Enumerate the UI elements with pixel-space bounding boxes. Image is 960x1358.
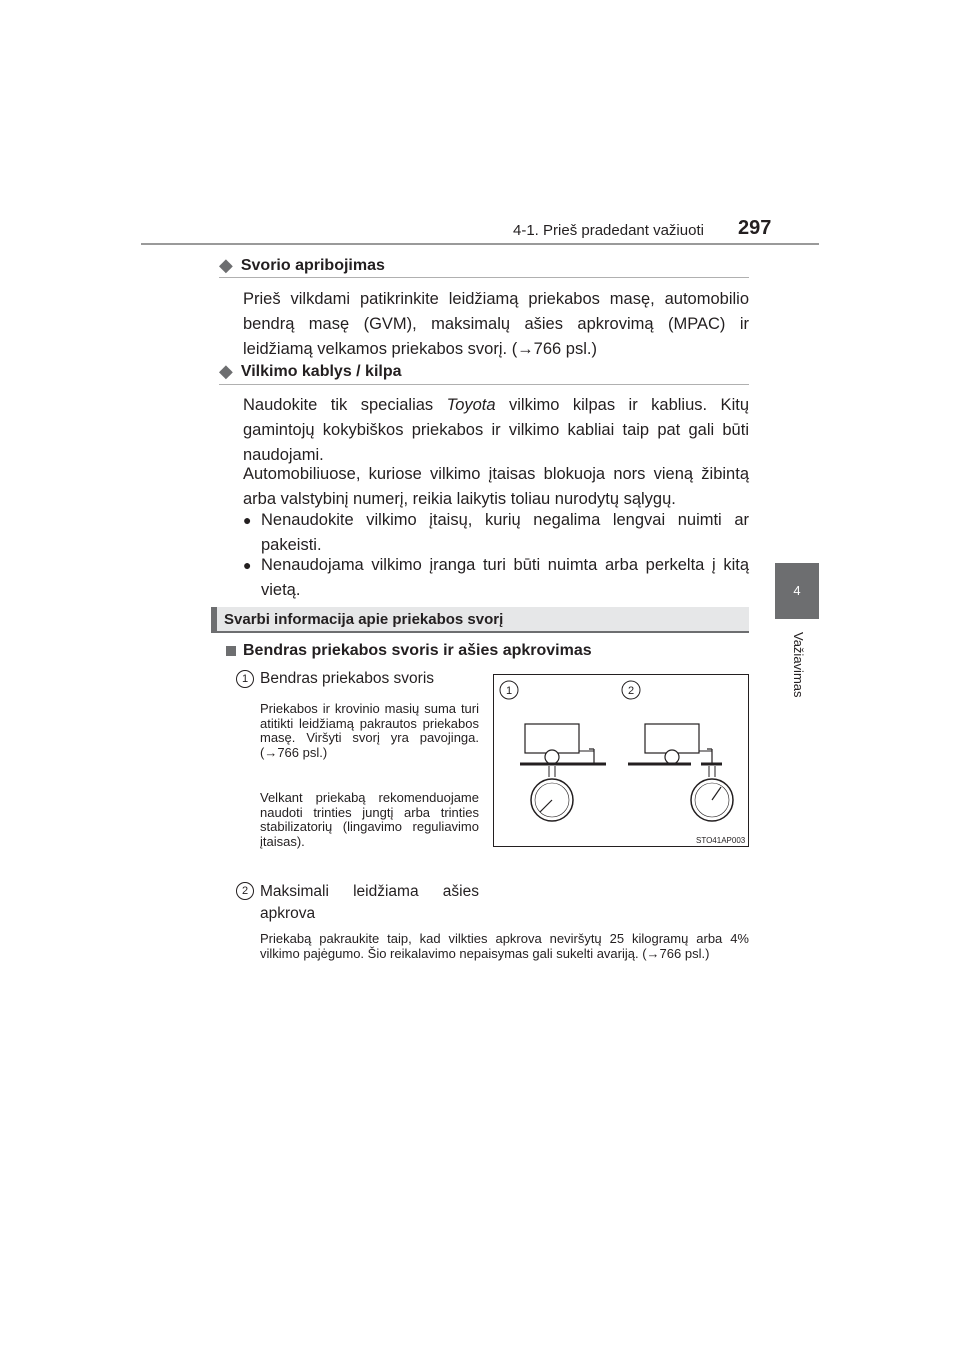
chapter-label: Važiavimas (791, 632, 806, 698)
hitch-paragraph-2: Automobiliuose, kuriose vilkimo įtaisas blokuoja nors vieną žibintą arba valstybinį numerį, reikia laikytis toliau nurodytų sąlygų. (243, 465, 749, 508)
weight-limit-title: Svorio apribojimas (240, 256, 385, 274)
bullet-item: ● Nenaudokite vilkimo įtaisų, kurių negalima lengvai nuimti ar pakeisti. (243, 508, 749, 558)
item-2-text: Priekabą pakraukite taip, kad vilkties apkrova neviršytų 25 kilogramų arba 4% vilkimo pajėgumo. Šio reikalavimo nepaisymas gali sukelti avariją. (→766 psl.) (260, 931, 749, 961)
hitch-rule (219, 384, 749, 385)
hitch-title: Vilkimo kablys / kilpa (240, 362, 402, 380)
trailer-weight-figure (493, 674, 749, 847)
bullet-icon: ● (243, 557, 252, 573)
figure-label-2: 2 (627, 685, 635, 697)
brand-name: Toyota (446, 396, 496, 414)
header-rule (141, 243, 819, 245)
section-title: 4-1. Prieš pradedant važiuoti (513, 222, 704, 239)
hitch-heading (219, 361, 402, 382)
square-bullet-icon (226, 646, 236, 656)
chapter-tab: 4 (775, 563, 819, 619)
trailer-scale-illustration (494, 675, 748, 846)
trailer-on-scale-icon (520, 724, 606, 821)
item-1-text-2: Velkant priekabą rekomenduojame naudoti trinties jungtį arba trinties stabilizatorių (lingavimo reguliavimo įtaisas). (260, 790, 479, 849)
hitch-paragraph-1: Naudokite tik specialias Toyota vilkimo kilpas ir kablius. Kitų gamintojų kokybiškos priekabos ir vilkimo kabliai taip pat gali būti naudojami. (243, 396, 749, 464)
bullet-item: ● Nenaudojama vilkimo įranga turi būti nuimta arba perkelta į kitą vietą. (243, 553, 749, 603)
bullet-icon: ● (243, 512, 252, 528)
page-number: 297 (738, 217, 772, 239)
figure-code: STO41AP003 (696, 836, 746, 845)
item-2-title: Maksimali leidžiama ašies apkrova (260, 883, 479, 922)
weight-limit-heading (219, 255, 385, 276)
item-1-title: Bendras priekabos svoris (260, 670, 435, 687)
section-bar-title: Svarbi informacija apie priekabos svorį (224, 611, 504, 628)
subsection-heading: Bendras priekabos svoris ir ašies apkrovimas (226, 642, 592, 660)
tongue-weight-scale-icon (628, 724, 733, 821)
figure-label-1: 1 (505, 685, 513, 697)
weight-limit-rule (219, 277, 749, 278)
item-1-text-1: Priekabos ir krovinio masių suma turi atitikti leidžiamą pakrautos priekabos masę. Viršyti svorį yra pavojinga. (→766 psl.) (260, 701, 479, 760)
weight-limit-text: Prieš vilkdami patikrinkite leidžiamą priekabos masę, automobilio bendrą masę (GVM), maksimalų ašies apkrovimą (MPAC) ir leidžiamą velkamos priekabos svorį. (→766 psl.) (243, 290, 749, 358)
item-number-2: 2 (236, 882, 254, 900)
item-number-1: 1 (236, 670, 254, 688)
diamond-icon: ◆ (219, 255, 233, 275)
diamond-icon: ◆ (219, 361, 233, 381)
